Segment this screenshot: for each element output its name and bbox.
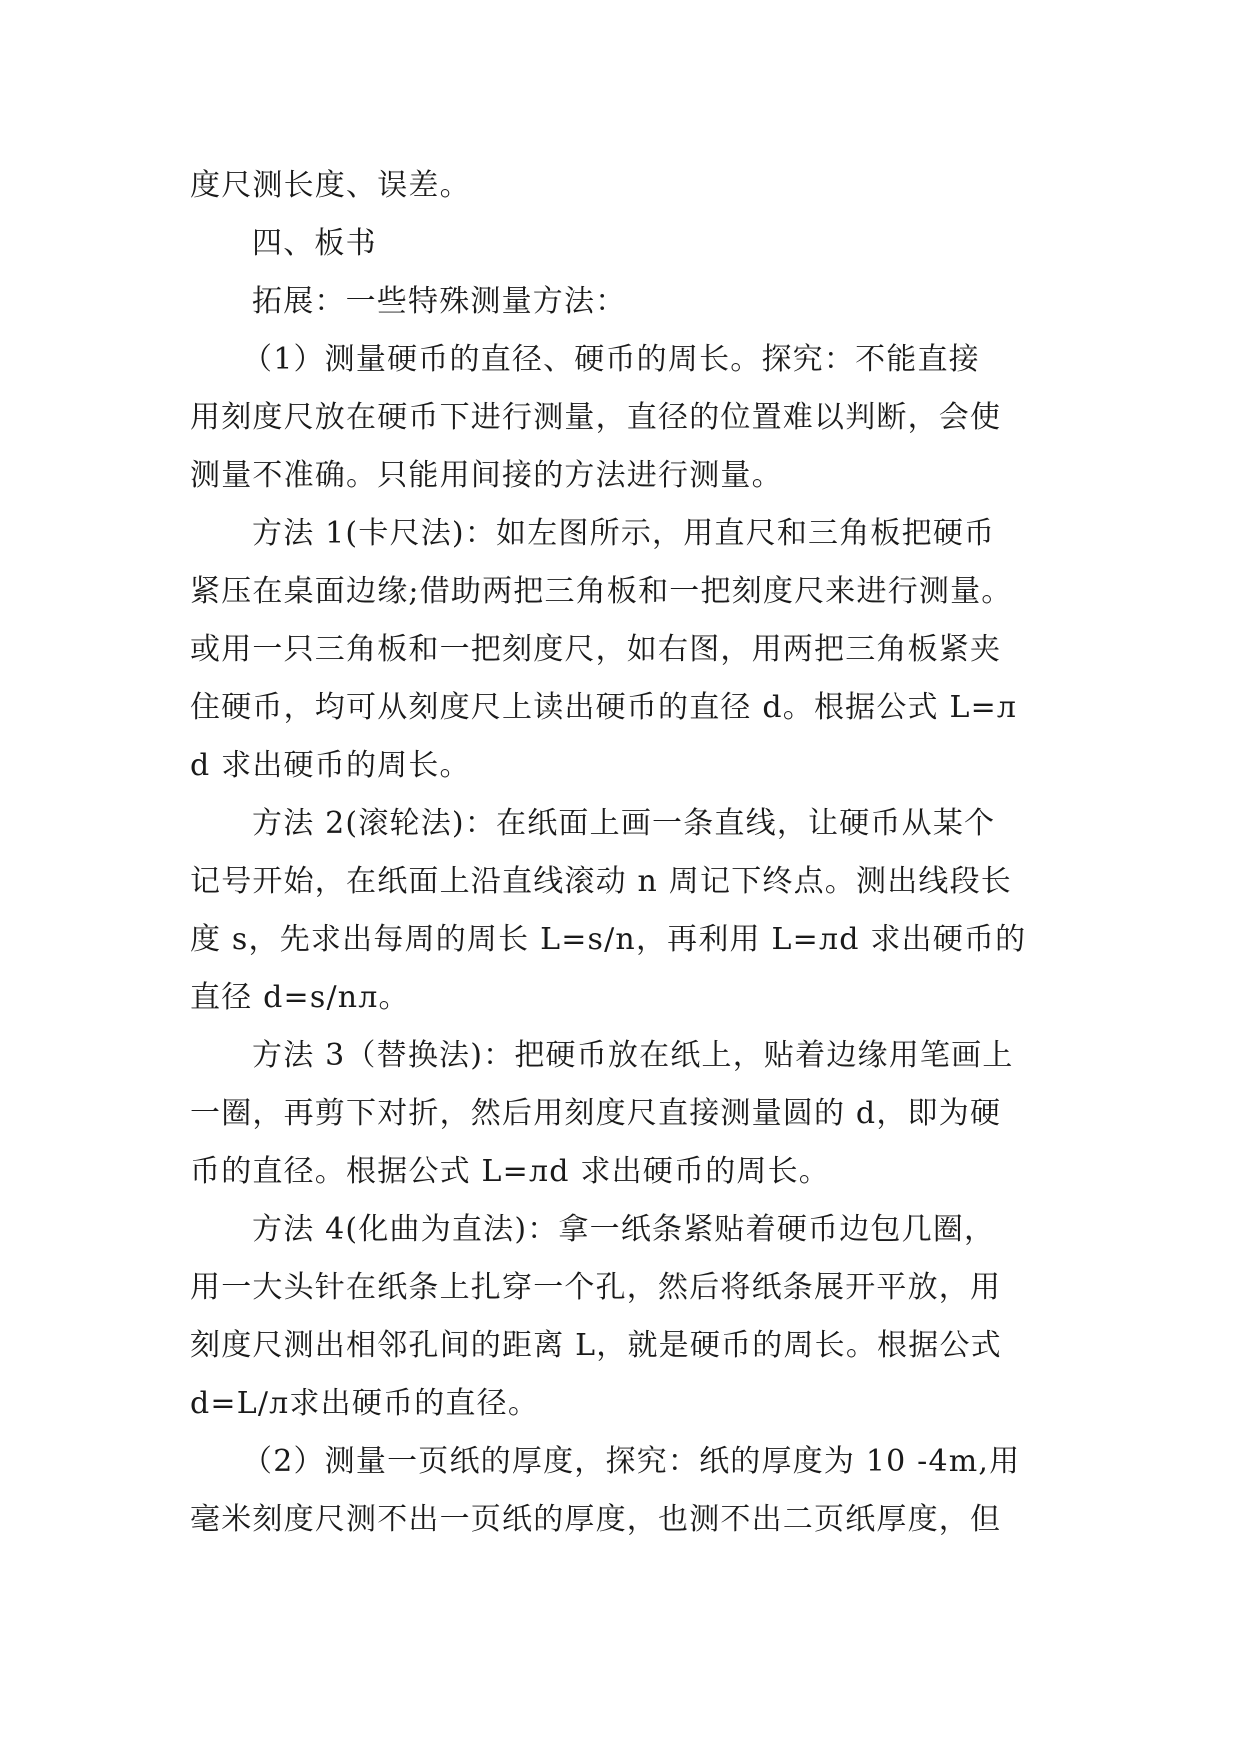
text-line-5: 用刻度尺放在硬币下进行测量，直径的位置难以判断，会使 xyxy=(190,400,1002,435)
text-line-22: d=L/л求出硬币的直径。 xyxy=(190,1386,540,1421)
text-line-1: 度尺测长度、误差。 xyxy=(190,168,471,203)
text-line-21: 刻度尺测出相邻孔间的距离 L，就是硬币的周长。根据公式 xyxy=(190,1328,1002,1363)
method-1-heading: 方法 1(卡尺法)：如左图所示，用直尺和三角板把硬币 xyxy=(252,516,996,551)
text-line-15: 直径 d=s/nл。 xyxy=(190,980,410,1015)
method-3-heading: 方法 3（替换法)：把硬币放在纸上，贴着边缘用笔画上 xyxy=(252,1038,1014,1073)
text-line-24: 毫米刻度尺测不出一页纸的厚度，也测不出二页纸厚度，但 xyxy=(190,1502,1002,1537)
text-line-23: （2）测量一页纸的厚度，探究：纸的厚度为 10 -4m,用 xyxy=(242,1444,1021,1479)
text-line-extension-heading: 拓展：一些特殊测量方法： xyxy=(252,284,627,319)
text-line-20: 用一大头针在纸条上扎穿一个孔，然后将纸条展开平放，用 xyxy=(190,1270,1002,1305)
text-line-9: 或用一只三角板和一把刻度尺，如右图，用两把三角板紧夹 xyxy=(190,632,1002,667)
section-heading-blackboard: 四、板书 xyxy=(252,226,377,261)
text-line-6: 测量不准确。只能用间接的方法进行测量。 xyxy=(190,458,783,493)
text-line-17: 一圈，再剪下对折，然后用刻度尺直接测量圆的 d，即为硬 xyxy=(190,1096,1002,1131)
text-line-4: （1）测量硬币的直径、硬币的周长。探究：不能直接 xyxy=(242,342,980,377)
text-line-18: 币的直径。根据公式 L=лd 求出硬币的周长。 xyxy=(190,1154,830,1189)
method-4-heading: 方法 4(化曲为直法)：拿一纸条紧贴着硬币边包几圈， xyxy=(252,1212,996,1247)
method-2-heading: 方法 2(滚轮法)：在纸面上画一条直线，让硬币从某个 xyxy=(252,806,996,841)
text-line-14: 度 s，先求出每周的周长 L=s/n，再利用 L=лd 求出硬币的 xyxy=(190,922,1027,957)
text-line-11: d 求出硬币的周长。 xyxy=(190,748,471,783)
text-line-13: 记号开始，在纸面上沿直线滚动 n 周记下终点。测出线段长 xyxy=(190,864,1012,899)
text-line-10: 住硬币，均可从刻度尺上读出硬币的直径 d。根据公式 L=л xyxy=(190,690,1018,725)
text-line-8: 紧压在桌面边缘;借助两把三角板和一把刻度尺来进行测量。 xyxy=(190,574,1013,609)
